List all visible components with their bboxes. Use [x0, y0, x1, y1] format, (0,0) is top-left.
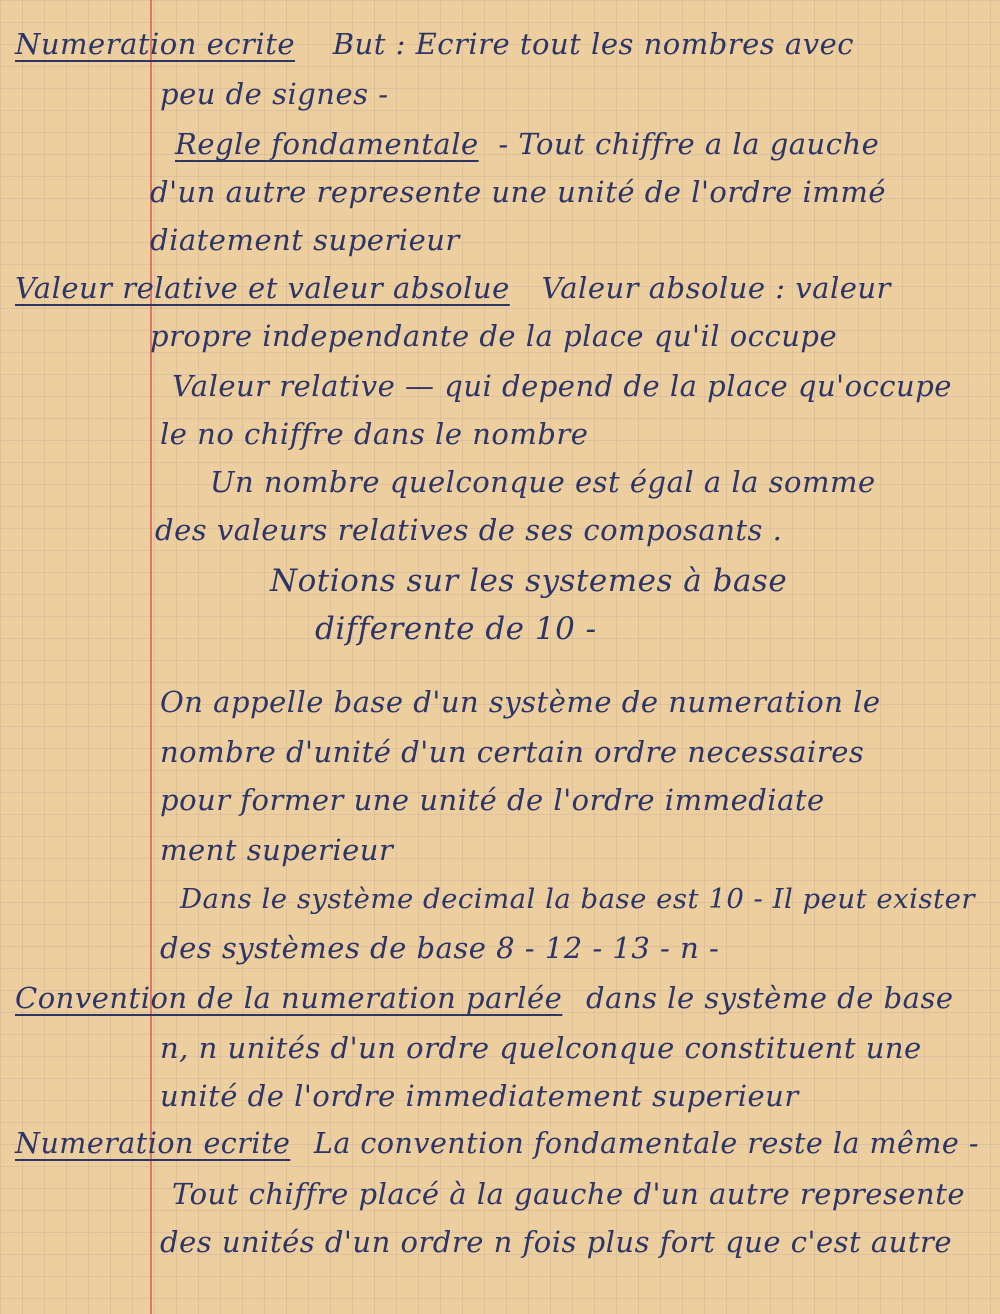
line-text: Dans le système decimal la base est 10 - Il peut exister	[180, 883, 976, 915]
line-text: Valeur absolue : valeur	[541, 271, 891, 305]
line-text: ment superieur	[160, 833, 394, 867]
line-22	[160, 1079, 799, 1113]
line-text: Un nombre quelconque est égal a la somme	[210, 465, 876, 499]
line-text: d'un autre represente une unité de l'ordre immé	[150, 175, 886, 209]
line-9	[160, 417, 589, 451]
section-title: differente de 10 -	[315, 611, 597, 647]
line-text: des valeurs relatives de ses composants .	[155, 513, 783, 547]
line-6	[15, 271, 891, 305]
line-text: nombre d'unité d'un certain ordre necessaires	[160, 735, 865, 769]
line-2	[160, 77, 389, 111]
line-text: peu de signes -	[160, 77, 389, 111]
line-heading: Valeur relative et valeur absolue	[15, 271, 510, 305]
line-text: Tout chiffre placé à la gauche d'un autre represente	[172, 1177, 965, 1211]
line-17	[160, 833, 394, 867]
line-25	[160, 1225, 953, 1259]
line-text: dans le système de base	[586, 981, 954, 1015]
line-19	[160, 931, 720, 965]
line-text: But : Ecrire tout les nombres avec	[332, 27, 854, 61]
line-1	[15, 27, 854, 61]
line-text: - Tout chiffre a la gauche	[498, 127, 880, 161]
line-16	[160, 783, 825, 817]
line-text: le no chiffre dans le nombre	[160, 417, 589, 451]
line-heading: Numeration ecrite	[15, 27, 296, 61]
line-4	[150, 175, 886, 209]
line-23	[15, 1127, 979, 1160]
line-3	[175, 127, 880, 161]
line-text: Valeur relative — qui depend de la place qu'occupe	[172, 369, 952, 403]
line-5	[150, 223, 460, 257]
line-24	[172, 1177, 965, 1211]
line-heading: Regle fondamentale	[175, 127, 479, 161]
line-text: diatement superieur	[150, 223, 460, 257]
line-text: unité de l'ordre immediatement superieur	[160, 1079, 799, 1113]
line-text: des unités d'un ordre n fois plus fort que c'est autre	[160, 1225, 953, 1259]
line-text: des systèmes de base 8 - 12 - 13 - n -	[160, 931, 720, 965]
line-18	[180, 883, 976, 915]
line-14	[160, 685, 881, 719]
line-text: La convention fondamentale reste la même -	[313, 1127, 979, 1160]
line-20	[15, 981, 954, 1015]
line-text: pour former une unité de l'ordre immediate	[160, 783, 825, 817]
line-text: n, n unités d'un ordre quelconque constituent une	[160, 1031, 922, 1065]
line-12	[270, 563, 788, 599]
line-11	[155, 513, 783, 547]
line-10	[210, 465, 876, 499]
line-text: On appelle base d'un système de numeration le	[160, 685, 881, 719]
line-heading: Convention de la numeration parlée	[15, 981, 563, 1015]
line-13	[315, 611, 597, 647]
line-heading: Numeration ecrite	[15, 1127, 291, 1160]
line-8	[172, 369, 952, 403]
line-7	[150, 319, 838, 353]
line-21	[160, 1031, 922, 1065]
line-text: propre independante de la place qu'il occupe	[150, 319, 838, 353]
line-15	[160, 735, 865, 769]
section-title: Notions sur les systemes à base	[270, 563, 788, 599]
